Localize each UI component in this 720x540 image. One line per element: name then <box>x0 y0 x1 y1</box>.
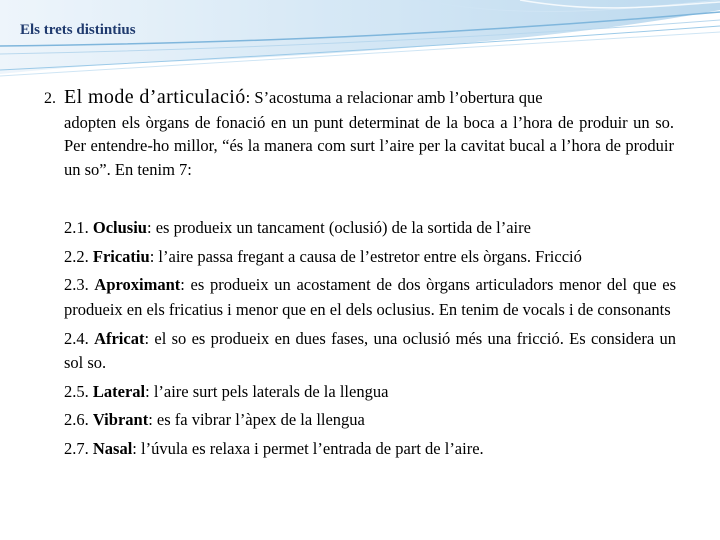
item-number: 2.3. <box>64 275 89 295</box>
item-term: Vibrant <box>92 410 149 430</box>
item-description: : l’aire passa fregant a causa de l’estretor entre els òrgans. Fricció <box>149 246 582 266</box>
header-decoration <box>0 0 720 90</box>
point-heading: El mode d’articulació <box>64 86 246 108</box>
item-term: Nasal <box>92 439 133 459</box>
item-term: Fricatiu <box>92 246 150 266</box>
articulation-types-list <box>64 216 676 466</box>
item-description: : es fa vibrar l’àpex de la llengua <box>148 410 365 430</box>
point-intro: S’acostuma a relacionar amb l’obertura que <box>250 88 543 107</box>
item-description: : l’aire surt pels laterals de la llengua <box>145 381 389 401</box>
point-continuation: adopten els òrgans de fonació en un punt determinat de la boca a l’hora de produir un so. Per entendre-ho millor, “és la manera com surt l’aire per la cavitat bucal a l’hora de produir un so”. En tenim 7: <box>64 112 674 179</box>
item-term: Aproximant <box>94 275 181 295</box>
list-item <box>64 380 676 405</box>
item-number: 2.7. <box>64 439 89 459</box>
list-item <box>64 437 676 462</box>
item-description: : es produeix un tancament (oclusió) de la sortida de l’aire <box>146 218 531 237</box>
list-item <box>64 245 676 270</box>
section-point <box>44 86 674 181</box>
item-number: 2.1. <box>64 218 89 237</box>
list-item <box>64 327 676 376</box>
slide-title: Els trets distintius <box>20 22 136 38</box>
list-item <box>64 273 676 322</box>
item-description: : el so es produeix en dues fases, una oclusió més una fricció. Es considera un sol so. <box>64 328 677 373</box>
item-description: : l’úvula es relaxa i permet l’entrada de part de l’aire. <box>132 439 484 459</box>
list-item <box>64 216 676 241</box>
item-description: : es produeix un acostament de dos òrgans articuladors menor del que es produeix en els fricatius i menor que en el dels oclusius. En tenim de vocals i de consonants <box>64 275 676 319</box>
item-number: 2.5. <box>64 381 89 401</box>
point-number: 2. <box>44 90 56 107</box>
list-item <box>64 408 676 433</box>
item-number: 2.4. <box>64 328 89 348</box>
point-colon: : <box>245 88 251 107</box>
item-number: 2.6. <box>64 410 89 430</box>
item-term: Oclusiu <box>92 218 147 237</box>
item-term: Africat <box>94 328 145 348</box>
item-number: 2.2. <box>64 246 89 266</box>
item-term: Lateral <box>92 381 146 401</box>
